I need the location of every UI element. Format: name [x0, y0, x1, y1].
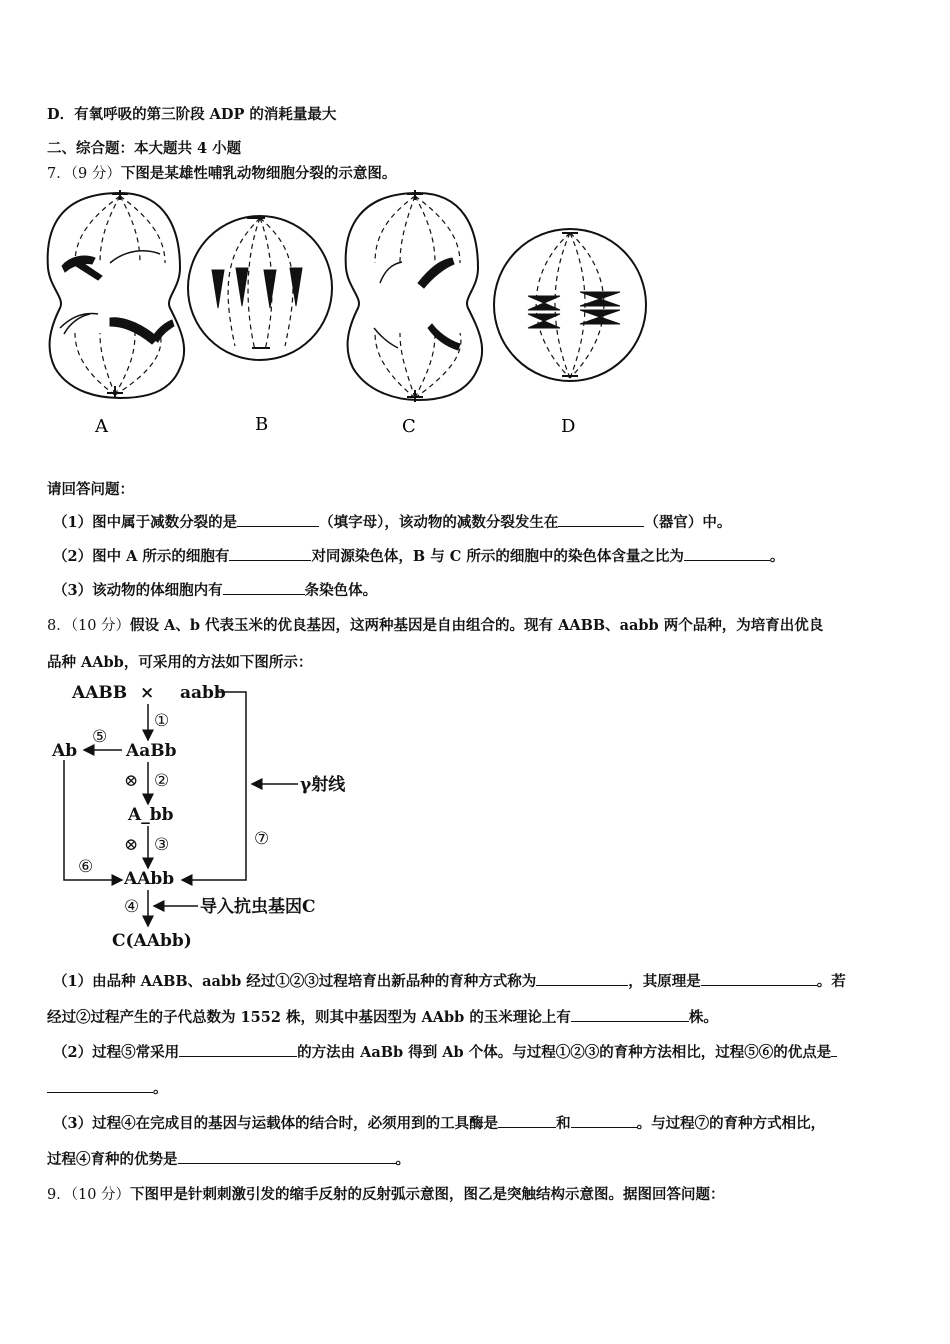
q8-sub3-blank-2[interactable] — [571, 1113, 637, 1128]
cross-symbol: × — [140, 683, 155, 703]
cell-a-outline — [48, 193, 185, 398]
q7-sub2-blank-2[interactable] — [684, 546, 770, 561]
parent-aabb-dominant: AABB — [72, 683, 128, 703]
chromosome-c1 — [418, 258, 454, 288]
q8-sub1-text-a: （1）由品种 AABB、aabb 经过①②③过程培育出新品种的育种方式称为 — [53, 973, 537, 990]
chromosome-a3 — [110, 318, 158, 344]
q8-sub2-text-c: 。 — [153, 1080, 168, 1097]
q7-sub1-text-c: （器官）中。 — [644, 514, 732, 531]
q8-sub1-text-c: 。若 — [816, 973, 846, 990]
step-7: ⑦ — [254, 829, 270, 849]
q8-sub3-line1 — [53, 1112, 825, 1133]
q8-sub3-text-d: 过程④育种的优势是 — [47, 1151, 178, 1168]
cell-c-outline — [346, 193, 482, 400]
haploid-ab: Ab — [52, 741, 78, 761]
chromosome-d3 — [528, 314, 560, 328]
q7-sub2-blank-1[interactable] — [229, 546, 311, 561]
parent-aabb-recessive: aabb — [180, 683, 226, 703]
q7-stem-text: 下图是某雄性哺乳动物细胞分裂的示意图。 — [120, 165, 397, 182]
step-2: ② — [154, 771, 170, 791]
q7-sub1-text-a: （1）图中属于减数分裂的是 — [53, 514, 238, 531]
selfing-symbol-1: ⊗ — [124, 771, 139, 791]
q7-sub3-text-b: 条染色体。 — [304, 582, 378, 599]
q7-stem — [47, 162, 396, 183]
q8-sub3-line2 — [47, 1148, 410, 1169]
figure-label-d: D — [561, 416, 576, 437]
gamma-ray-label: γ射线 — [300, 775, 346, 795]
option-d: D．有氧呼吸的第三阶段 ADP 的消耗量最大 — [47, 106, 337, 123]
step-1: ① — [154, 711, 170, 731]
q9-number: 9． — [47, 1187, 71, 1203]
q8-sub3-text-e: 。 — [395, 1151, 410, 1168]
chromosome-b1 — [212, 270, 224, 308]
section-title: 二、综合题：本大题共 4 小题 — [47, 140, 242, 157]
q7-sub3-text-a: （3）该动物的体细胞内有 — [53, 582, 223, 599]
q8-sub2-text-a: （2）过程⑤常采用 — [53, 1044, 180, 1061]
q7-sub2-text-a: （2）图中 A 所示的细胞有 — [53, 548, 230, 565]
q8-sub2-blank-2[interactable] — [47, 1078, 153, 1093]
q8-sub3-blank-3[interactable] — [178, 1149, 396, 1164]
q9-score: （10 分） — [70, 1187, 131, 1203]
q7-sub3 — [53, 579, 377, 600]
q7-sub1-blank-1[interactable] — [237, 512, 319, 527]
q8-sub2-text-b: 的方法由 AaBb 得到 Ab 个体。与过程①②③的育种方法相比，过程⑤⑥的优点是 — [297, 1044, 832, 1061]
q8-sub1-blank-1[interactable] — [536, 971, 628, 986]
q7-sub1-blank-2[interactable] — [558, 512, 644, 527]
q8-score: （10 分） — [70, 618, 131, 634]
q8-sub3-text-c: 。与过程⑦的育种方式相比， — [636, 1115, 826, 1132]
q9-stem-text: 下图甲是针刺刺激引发的缩手反射的反射弧示意图，图乙是突触结构示意图。据图回答问题： — [130, 1186, 725, 1203]
cell-d-outline — [494, 229, 646, 381]
q8-sub1-blank-2[interactable] — [701, 971, 817, 986]
figure-label-c: C — [402, 416, 416, 437]
f2-a-bb: A_bb — [128, 805, 174, 825]
q8-sub1-text-b: ，其原理是 — [628, 973, 701, 990]
chromosome-b3 — [264, 270, 276, 308]
cell-b-outline — [188, 216, 332, 360]
step-6: ⑥ — [78, 857, 94, 877]
chromosome-b2 — [236, 268, 248, 306]
final-c-aabb: C(AAbb) — [112, 931, 192, 951]
q7-number: 7． — [47, 166, 71, 182]
q8-sub2-line1 — [53, 1041, 837, 1062]
q8-sub2-blank-2-start[interactable] — [831, 1042, 837, 1057]
chromosome-a4 — [152, 320, 174, 342]
step-4: ④ — [124, 897, 140, 917]
q7-sub2 — [53, 545, 784, 566]
q8-sub1-blank-3[interactable] — [571, 1007, 689, 1022]
q8-number: 8． — [47, 618, 71, 634]
cell-division-figure — [40, 188, 660, 438]
chromosome-b4 — [290, 268, 302, 306]
q8-sub3-text-b: 和 — [556, 1115, 571, 1132]
chromosome-d2 — [580, 292, 620, 306]
breeding-diagram — [40, 676, 360, 956]
target-aabb: AAbb — [124, 869, 175, 889]
q7-sub1 — [53, 511, 731, 532]
q7-score: （9 分） — [70, 166, 121, 182]
q8-sub1-text-d: 经过②过程产生的子代总数为 1552 株，则其中基因型为 AAbb 的玉米理论上有 — [47, 1009, 571, 1026]
q8-stem-line1 — [47, 614, 823, 635]
chromosome-d4 — [580, 310, 620, 324]
q8-stem-line2: 品种 AAbb，可采用的方法如下图所示： — [47, 654, 313, 671]
q7-sub1-text-b: （填字母），该动物的减数分裂发生在 — [319, 514, 559, 531]
q8-sub1-line2 — [47, 1006, 718, 1027]
q9-stem — [47, 1183, 725, 1204]
gene-insert-label: 导入抗虫基因C — [200, 897, 316, 917]
q8-sub3-text-a: （3）过程④在完成目的基因与运载体的结合时，必须用到的工具酶是 — [53, 1115, 499, 1132]
q7-sub2-text-b: 对同源染色体，B 与 C 所示的细胞中的染色体含量之比为 — [311, 548, 684, 565]
q8-stem-text: 假设 A、b 代表玉米的优良基因，这两种基因是自由组合的。现有 AABB、aabb 两个品种，为培育出优良 — [130, 617, 824, 634]
figure-label-b: B — [255, 414, 269, 435]
q8-sub1-line1 — [53, 970, 846, 991]
q7-prompt: 请回答问题： — [47, 481, 134, 498]
selfing-symbol-2: ⊗ — [124, 835, 139, 855]
q8-sub1-text-e: 株。 — [688, 1009, 718, 1026]
q8-sub3-blank-1[interactable] — [498, 1113, 556, 1128]
arrow-step-7 — [182, 692, 246, 880]
f1-aabb: AaBb — [126, 741, 177, 761]
q8-sub2-line2 — [47, 1077, 168, 1098]
step-3: ③ — [154, 835, 170, 855]
figure-label-a: A — [95, 416, 108, 437]
chromosome-c2 — [428, 324, 460, 350]
q7-sub3-blank-1[interactable] — [223, 580, 305, 595]
q8-sub2-blank-1[interactable] — [179, 1042, 297, 1057]
step-5: ⑤ — [92, 727, 108, 747]
q7-sub2-text-c: 。 — [769, 548, 785, 565]
